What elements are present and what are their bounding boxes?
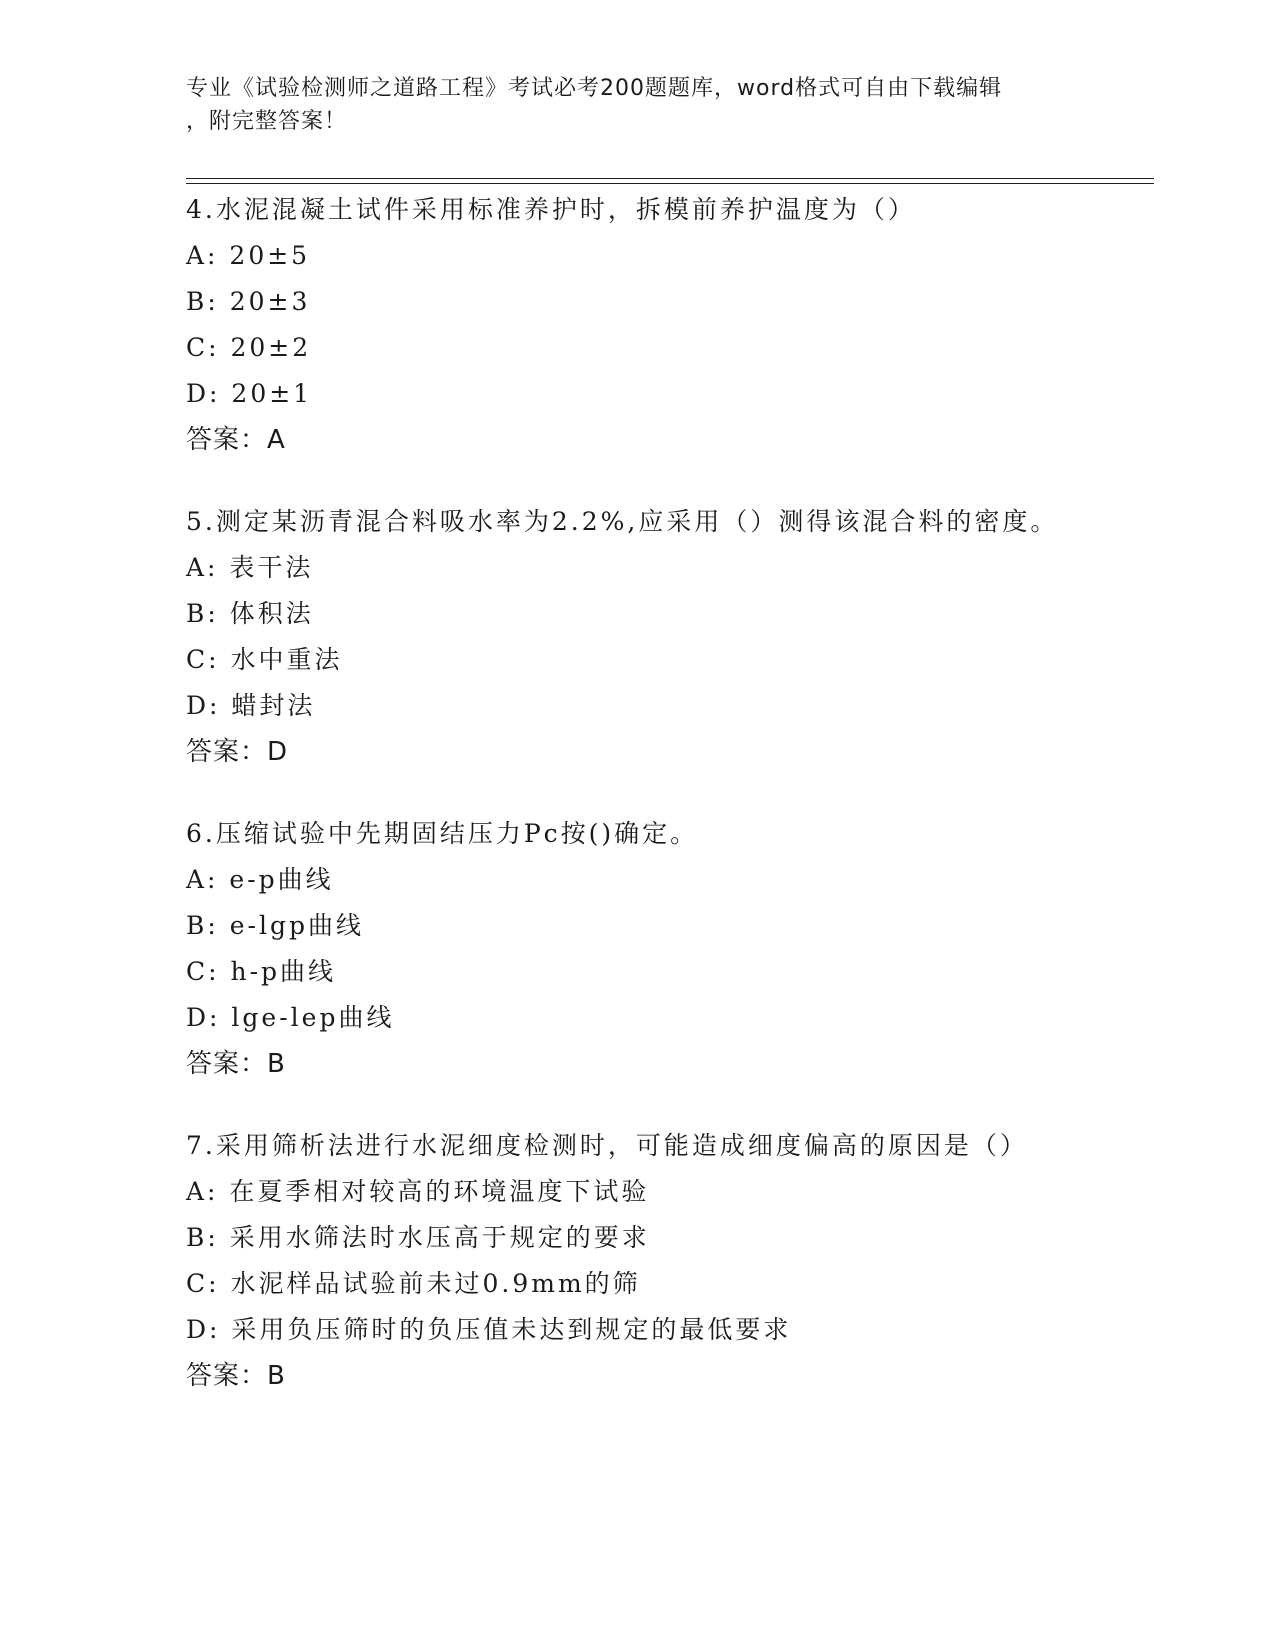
question-stem: 7.采用筛析法进行水泥细度检测时，可能造成细度偏高的原因是（） bbox=[186, 1131, 1028, 1160]
answer-label: 答案： bbox=[186, 737, 268, 767]
question-item bbox=[186, 1123, 1154, 1399]
option-b: B: 体积法 bbox=[186, 599, 314, 628]
option-b: B: 20±3 bbox=[186, 287, 311, 316]
header-line-1: 专业《试验检测师之道路工程》考试必考200题题库，word格式可自由下载编辑 bbox=[186, 76, 1003, 101]
option-a: A: 20±5 bbox=[186, 241, 311, 270]
option-d: D: 20±1 bbox=[186, 379, 313, 408]
question-item bbox=[186, 499, 1154, 775]
option-a: A: 表干法 bbox=[186, 553, 314, 582]
answer-line bbox=[186, 729, 1154, 775]
question-stem: 5.测定某沥青混合料吸水率为2.2%,应采用（）测得该混合料的密度。 bbox=[186, 507, 1059, 536]
question-stem: 6.压缩试验中先期固结压力Pc按()确定。 bbox=[186, 819, 699, 848]
option-a: A: e-p曲线 bbox=[186, 865, 334, 894]
option-c: C: 水中重法 bbox=[186, 645, 343, 674]
option-d: D: 蜡封法 bbox=[186, 691, 316, 720]
answer-line bbox=[186, 417, 1154, 463]
header-line-2: ，附完整答案！ bbox=[186, 109, 348, 134]
answer-label: 答案： bbox=[186, 1361, 268, 1391]
option-c: C: h-p曲线 bbox=[186, 957, 337, 986]
answer-label: 答案： bbox=[186, 425, 268, 455]
option-b: B: e-lgp曲线 bbox=[186, 911, 364, 940]
option-d: D: lge-lep曲线 bbox=[186, 1003, 395, 1032]
answer-value: D bbox=[267, 737, 289, 767]
answer-label: 答案： bbox=[186, 1049, 268, 1079]
question-item bbox=[186, 187, 1154, 463]
option-d: D: 采用负压筛时的负压值未达到规定的最低要求 bbox=[186, 1315, 792, 1344]
header-divider-bottom bbox=[186, 183, 1154, 184]
header-divider-top bbox=[186, 178, 1154, 179]
question-stem: 4.水泥混凝土试件采用标准养护时，拆模前养护温度为（） bbox=[186, 195, 916, 224]
document-header bbox=[186, 72, 1086, 138]
answer-line bbox=[186, 1041, 1154, 1087]
option-c: C: 20±2 bbox=[186, 333, 312, 362]
option-c: C: 水泥样品试验前未过0.9mm的筛 bbox=[186, 1269, 641, 1298]
answer-value: B bbox=[267, 1049, 286, 1079]
answer-line bbox=[186, 1353, 1154, 1399]
answer-value: B bbox=[267, 1361, 286, 1391]
answer-value: A bbox=[267, 425, 286, 455]
option-b: B: 采用水筛法时水压高于规定的要求 bbox=[186, 1223, 650, 1252]
option-a: A: 在夏季相对较高的环境温度下试验 bbox=[186, 1177, 650, 1206]
question-item bbox=[186, 811, 1154, 1087]
